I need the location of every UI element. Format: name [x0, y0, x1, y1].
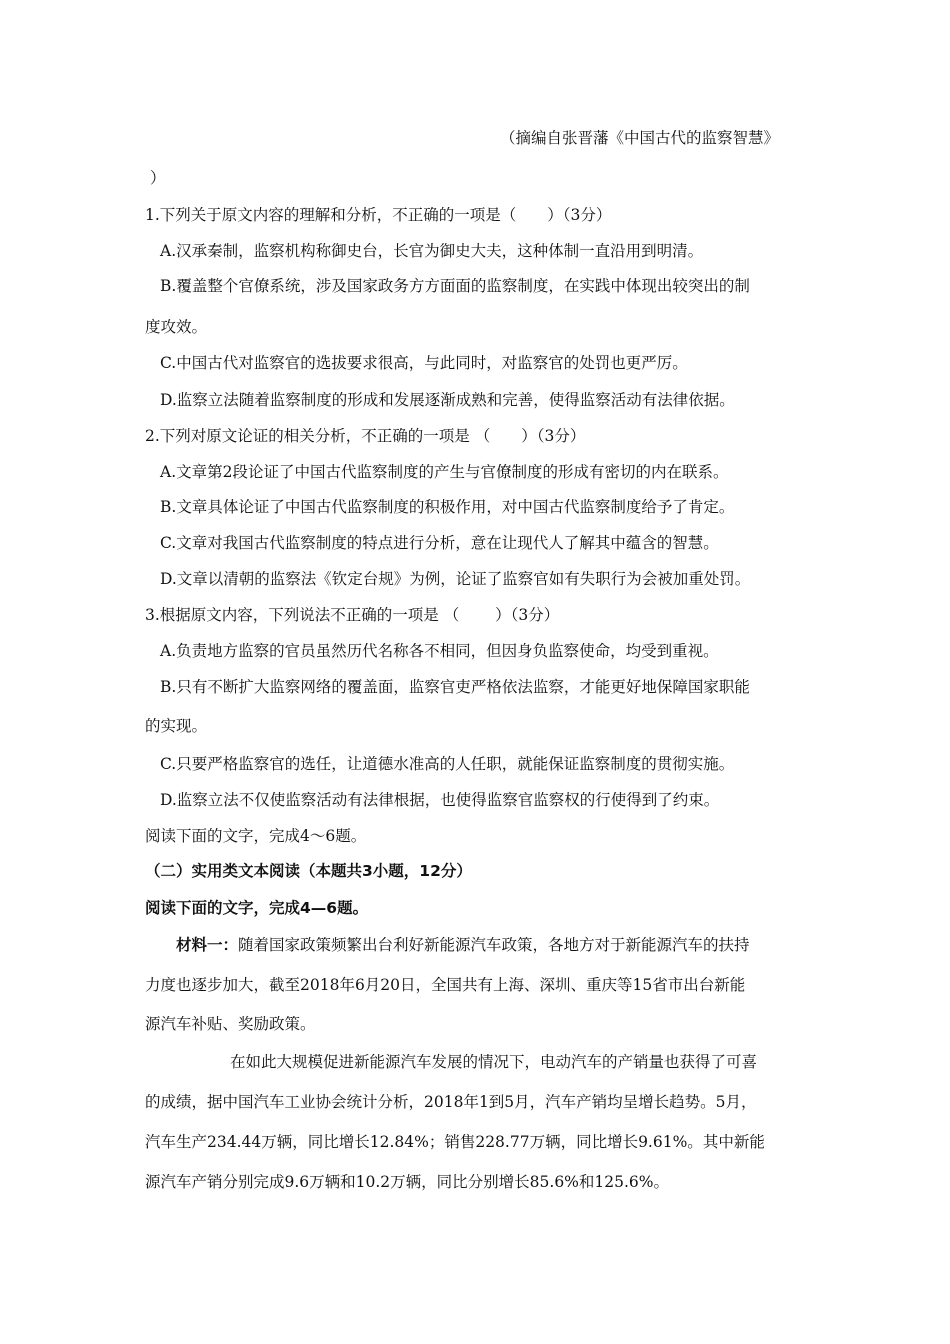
question-1-stem: 1.下列关于原文内容的理解和分析，不正确的一项是（ ）（3分） [145, 206, 612, 224]
material-1-line-3: 源汽车补贴、奖励政策。 [145, 1015, 316, 1033]
question-3-option-a: A.负责地方监察的官员虽然历代名称各不相同，但因身负监察使命，均受到重视。 [160, 642, 719, 660]
paragraph-2-line-2: 的成绩，据中国汽车工业协会统计分析，2018年1到5月，汽车产销均呈增长趋势。5月， [145, 1093, 757, 1111]
question-3-option-d: D.监察立法不仅使监察活动有法律根据，也使得监察官监察权的行使得到了约束。 [160, 791, 720, 809]
question-1-option-c: C.中国古代对监察官的选拔要求很高，与此同时，对监察官的处罚也更严厉。 [160, 354, 688, 372]
question-2-option-d: D.文章以清朝的监察法《钦定台规》为例，论证了监察官如有失职行为会被加重处罚。 [160, 570, 751, 588]
question-2-option-c: C.文章对我国古代监察制度的特点进行分析，意在让现代人了解其中蕴含的智慧。 [160, 534, 719, 552]
paragraph-2-line-3: 汽车生产234.44万辆，同比增长12.84%；销售228.77万辆，同比增长9.61%。其中新能 [145, 1133, 765, 1151]
question-3-option-b-cont: 的实现。 [145, 717, 208, 735]
question-3-stem: 3.根据原文内容，下列说法不正确的一项是 （ ）（3分） [145, 606, 560, 624]
source-citation-close: ） [150, 169, 166, 187]
source-citation: （摘编自张晋藩《中国古代的监察智慧》 [500, 129, 780, 147]
question-3-option-c: C.只要严格监察官的选任，让道德水准高的人任职，就能保证监察制度的贯彻实施。 [160, 755, 735, 773]
question-2-stem: 2.下列对原文论证的相关分析，不正确的一项是 （ ）（3分） [145, 427, 586, 445]
section-heading: （二）实用类文本阅读（本题共3小题，12分） [145, 862, 472, 880]
material-1-line-1 [176, 935, 750, 955]
reading-instruction-bold: 阅读下面的文字，完成4—6题。 [145, 899, 369, 917]
question-1-option-b: B.覆盖整个官僚系统，涉及国家政务方方面面的监察制度，在实践中体现出较突出的制 [160, 277, 750, 295]
question-1-option-d: D.监察立法随着监察制度的形成和发展逐渐成熟和完善，使得监察活动有法律依据。 [160, 391, 735, 409]
material-1-line-2: 力度也逐步加大，截至2018年6月20日，全国共有上海、深圳、重庆等15省市出台新能 [145, 976, 746, 994]
question-2-option-b: B.文章具体论证了中国古代监察制度的积极作用，对中国古代监察制度给予了肯定。 [160, 498, 735, 516]
material-1-label: 材料一： [176, 936, 239, 954]
paragraph-2-line-4: 源汽车产销分别完成9.6万辆和10.2万辆，同比分别增长85.6%和125.6%。 [145, 1173, 670, 1191]
question-3-option-b: B.只有不断扩大监察网络的覆盖面，监察官吏严格依法监察，才能更好地保障国家职能 [160, 678, 750, 696]
paragraph-2-line-1: 在如此大规模促进新能源汽车发展的情况下，电动汽车的产销量也获得了可喜 [230, 1053, 758, 1071]
reading-instruction: 阅读下面的文字，完成4～6题。 [145, 827, 367, 845]
question-1-option-b-cont: 度攻效。 [145, 318, 208, 336]
question-2-option-a: A.文章第2段论证了中国古代监察制度的产生与官僚制度的形成有密切的内在联系。 [160, 463, 729, 481]
question-1-option-a: A.汉承秦制，监察机构称御史台，长官为御史大夫，这种体制一直沿用到明清。 [160, 242, 704, 260]
material-1-text: 随着国家政策频繁出台利好新能源汽车政策，各地方对于新能源汽车的扶持 [238, 936, 750, 954]
